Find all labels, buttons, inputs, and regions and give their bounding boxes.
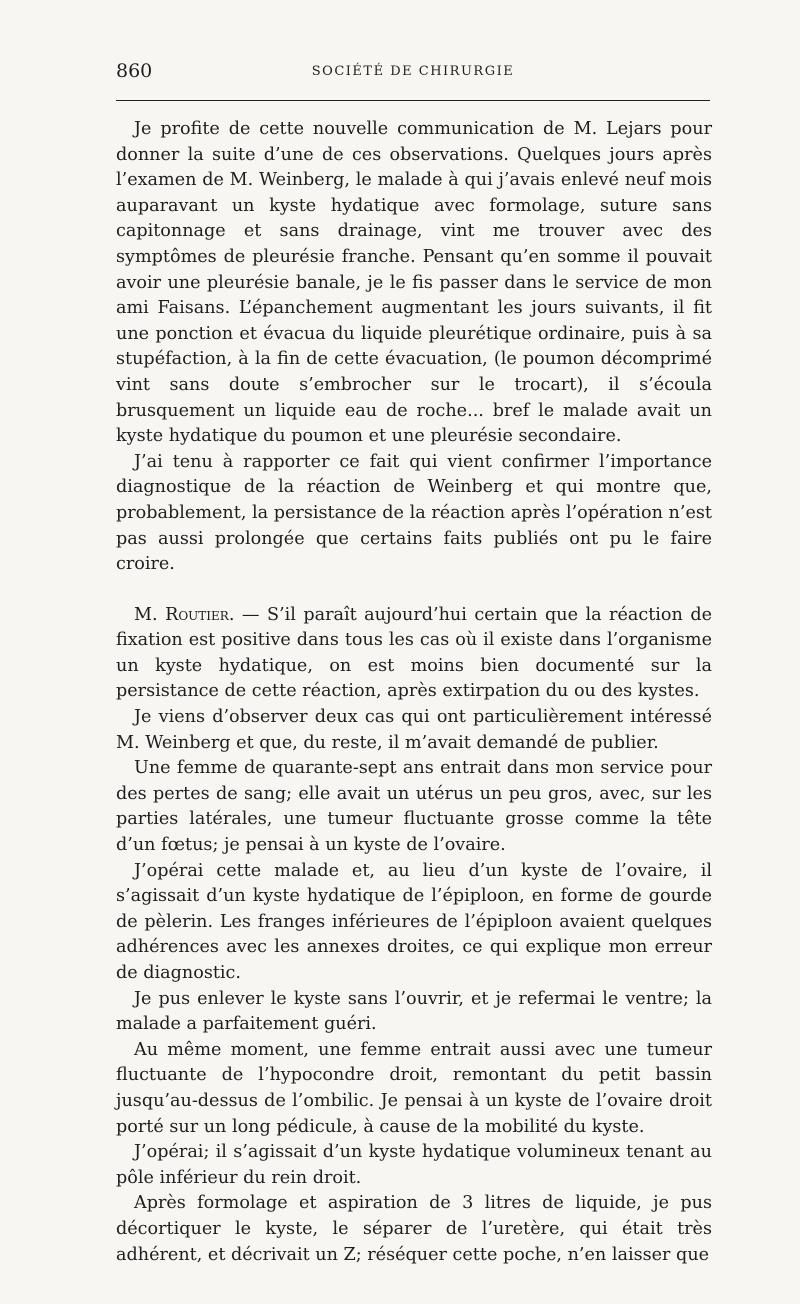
paragraph: J’opérai; il s’agissait d’un kyste hydatique volumineux tenant au pôle inférieur du rein droit.: [116, 1142, 712, 1188]
running-header: [116, 60, 710, 90]
paragraph: J’opérai cette malade et, au lieu d’un kyste de l’ovaire, il s’agissait d’un kyste hydatique de l’épiploon, en forme de gourde de pèlerin. Les franges inférieures de l’épiploon avaient quelques adhérences avec les annexes droites, ce qui explique mon erreur de diagnostic.: [116, 860, 712, 983]
page-number: 860: [116, 60, 153, 82]
paragraph: Après formolage et aspiration de 3 litres de liquide, je pus décortiquer le kyste, le séparer de l’uretère, qui était très adhérent, et décrivait un Z; réséquer cette poche, n’en laisser que: [116, 1193, 712, 1265]
paragraph: Je viens d’observer deux cas qui ont particulièrement intéressé M. Weinberg et que, du reste, il m’avait demandé de publier.: [116, 707, 712, 753]
paragraph: J’ai tenu à rapporter ce fait qui vient confirmer l’importance diagnostique de la réaction de Weinberg et qui montre que, probablement, la persistance de la réaction après l’opération n’est pas aussi prolongée que certains faits publiés ont pu le faire croire.: [116, 451, 712, 575]
paragraph: Une femme de quarante-sept ans entrait dans mon service pour des pertes de sang; elle avait un utérus un peu gros, avec, sur les parties latérales, une tumeur fluctuante grosse comme la tête d’un fœtus; je pensai à un kyste de l’ovaire.: [116, 758, 712, 856]
paragraph-text: — S’il paraît aujourd’hui certain que la réaction de fixation est positive dans tous les cas où il existe dans l’organisme un kyste hydatique, on est moins bien documenté sur la persistance de cette réaction, après extirpation du ou des kystes.: [116, 604, 712, 702]
running-title: SOCIÉTÉ DE CHIRURGIE: [311, 64, 515, 79]
speaker-name: Routier.: [165, 604, 235, 625]
speaker-prefix: M.: [134, 604, 158, 625]
paragraph: Je pus enlever le kyste sans l’ouvrir, et je refermai le ventre; la malade a parfaitement guéri.: [116, 988, 712, 1035]
body-text: [116, 117, 712, 1268]
paragraph: Je profite de cette nouvelle communication de M. Lejars pour donner la suite d’une de ces observations. Quelques jours après l’examen de M. Weinberg, le malade à qui j’avais enlevé neuf mois auparavant un kyste hydatique avec formolage, suture sans capitonnage et sans drainage, vint me trouver avec des symptômes de pleurésie franche. Pensant qu’en somme il pouvait avoir une pleurésie banale, je le fis passer dans le service de mon ami Faisans. L’épanchement augmentant les jours suivants, il fit une ponction et évacua du liquide pleurétique ordinaire, puis à sa stupéfaction, à la fin de cette évacuation, (le poumon décomprimé vint sans doute s’embrocher sur le trocart), il s’écoula brusquement un liquide eau de roche... bref le malade avait un kyste hydatique du poumon et une pleurésie secondaire.: [116, 119, 712, 447]
paragraph: Au même moment, une femme entrait aussi avec une tumeur fluctuante de l’hypocondre droit, remontant du petit bassin jusqu’au-dessus de l’ombilic. Je pensai à un kyste de l’ovaire droit porté sur un long pédicule, à cause de la mobilité du kyste.: [116, 1039, 712, 1137]
header-rule: [116, 100, 710, 101]
paragraph-routier: [116, 603, 712, 705]
